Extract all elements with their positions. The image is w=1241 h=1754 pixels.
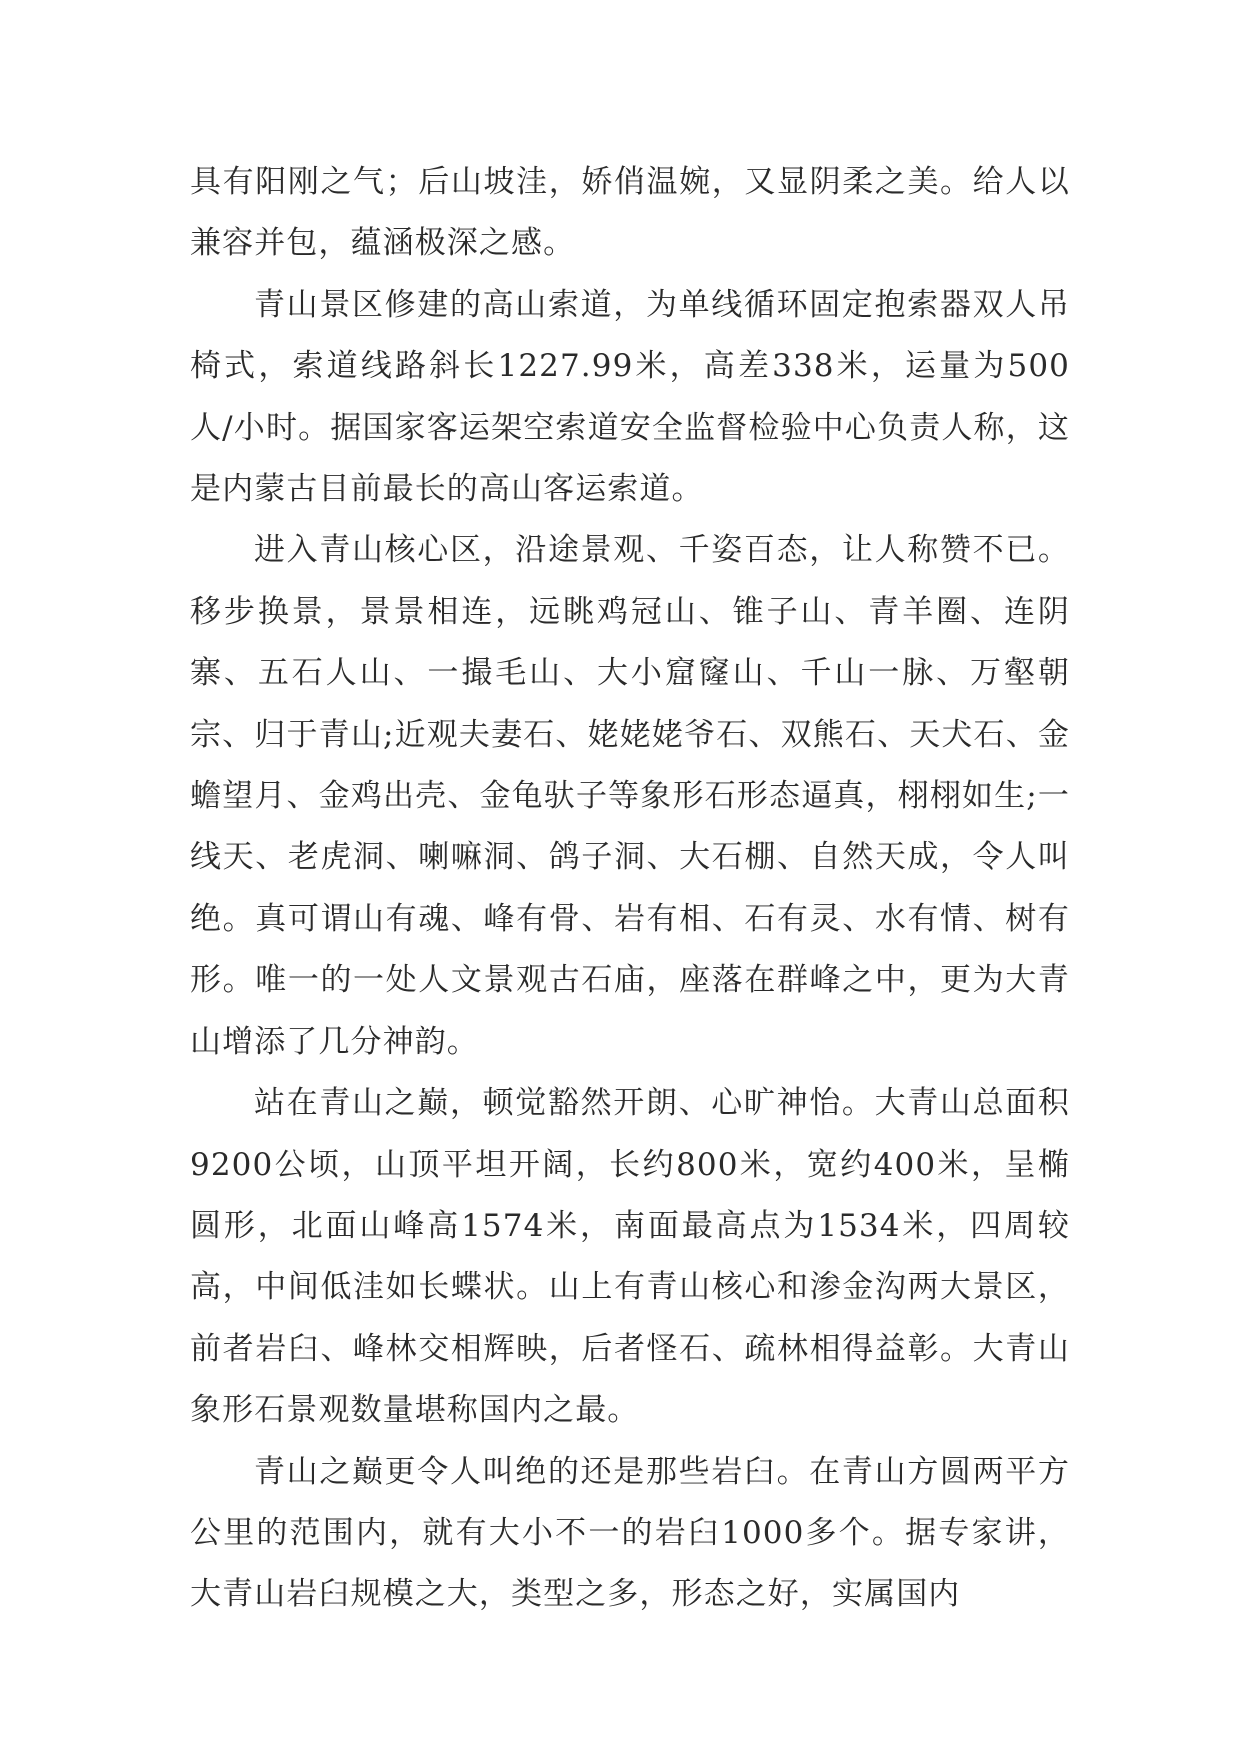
paragraph-4: 站在青山之巅，顿觉豁然开朗、心旷神怡。大青山总面积9200公顷，山顶平坦开阔，长约800米，宽约400米，呈椭圆形，北面山峰高1574米，南面最高点为1534米，四周较高，中间低洼如长蝶状。山上有青山核心和渗金沟两大景区，前者岩臼、峰林交相辉映，后者怪石、疏林相得益彰。大青山象形石景观数量堪称国内之最。 — [190, 1085, 1070, 1429]
paragraph-3: 进入青山核心区，沿途景观、千姿百态，让人称赞不已。移步换景，景景相连，远眺鸡冠山、锥子山、青羊圈、连阴寨、五石人山、一撮毛山、大小窟窿山、千山一脉、万壑朝宗、归于青山;近观夫妻石、姥姥姥爷石、双熊石、天犬石、金蟾望月、金鸡出壳、金龟驮子等象形石形态逼真，栩栩如生;一线天、老虎洞、喇嘛洞、鸽子洞、大石棚、自然天成，令人叫绝。真可谓山有魂、峰有骨、岩有相、石有灵、水有情、树有形。唯一的一处人文景观古石庙，座落在群峰之中，更为大青山增添了几分神韵。 — [190, 532, 1070, 1060]
paragraph-2: 青山景区修建的高山索道，为单线循环固定抱索器双人吊椅式，索道线路斜长1227.99米，高差338米，运量为500人/小时。据国家客运架空索道安全监督检验中心负责人称，这是内蒙古目前最长的高山客运索道。 — [190, 286, 1070, 508]
paragraph-5: 青山之巅更令人叫绝的还是那些岩臼。在青山方圆两平方公里的范围内，就有大小不一的岩臼1000多个。据专家讲，大青山岩臼规模之大，类型之多，形态之好，实属国内 — [190, 1453, 1070, 1613]
article-body — [190, 152, 1070, 1626]
paragraph-1: 具有阳刚之气；后山坡洼，娇俏温婉，又显阴柔之美。给人以兼容并包，蕴涵极深之感。 — [190, 164, 1070, 262]
